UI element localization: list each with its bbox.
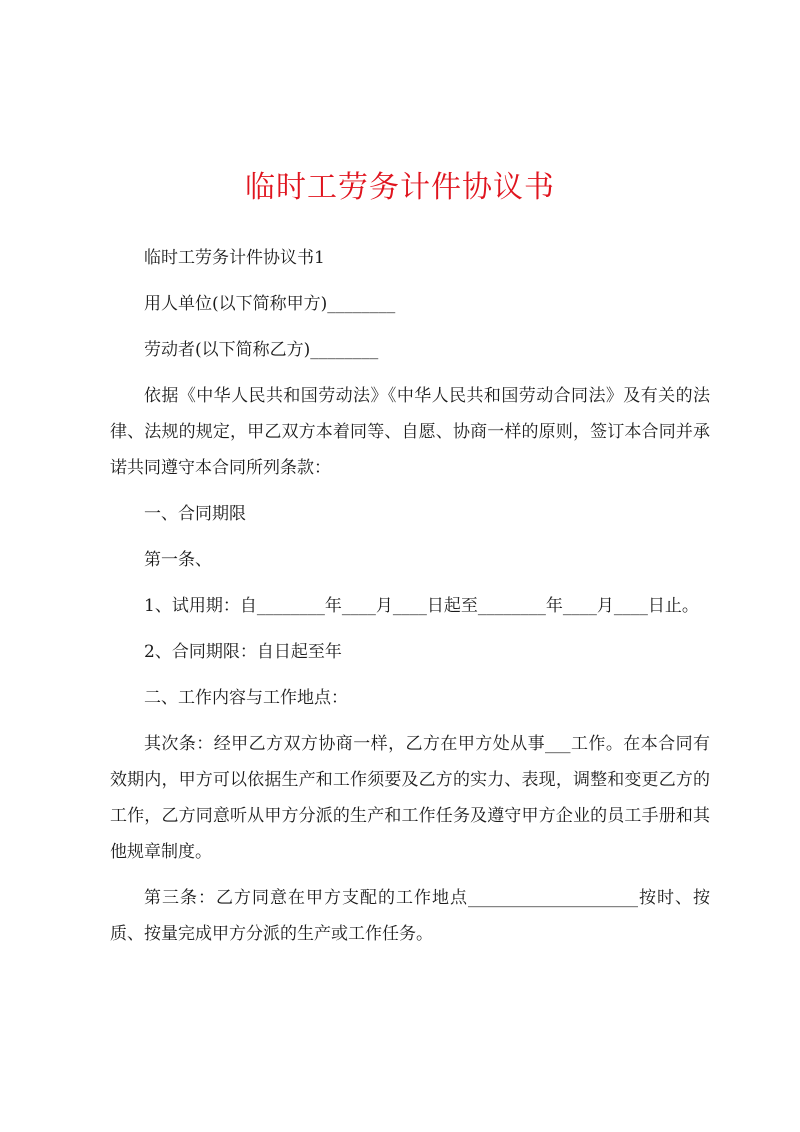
section-contract-term: 一、合同期限: [144, 504, 246, 524]
article-two: 其次条：经甲乙方双方协商一样，乙方在甲方处从事___工作。在本合同有效期内，甲方可以依据生产和工作须要及乙方的实力、表现，调整和变更乙方的工作，乙方同意听从甲方分派的生产和工作任务及遵守甲方企业的员工手册和其他规章制度。: [110, 734, 710, 862]
paragraph-heading: 临时工劳务计件协议书1: [144, 248, 325, 268]
article-three: 第三条：乙方同意在甲方支配的工作地点____________________按时、按质、按量完成甲方分派的生产或工作任务。: [110, 888, 710, 944]
paragraph-preamble: 依据《中华人民共和国劳动法》《中华人民共和国劳动合同法》及有关的法律、法规的规定，甲乙双方本着同等、自愿、协商一样的原则，签订本合同并承诺共同遵守本合同所列条款：: [110, 386, 710, 478]
paragraph-employer: 用人单位(以下简称甲方)________: [144, 294, 396, 314]
section-work-content: 二、工作内容与工作地点：: [144, 688, 348, 708]
document-body: [110, 240, 710, 962]
article-one: 第一条、: [144, 550, 212, 570]
clause-contract-period: 2、合同期限：自日起至年: [144, 642, 342, 662]
document-title: 临时工劳务计件协议书: [245, 170, 555, 205]
paragraph-employee: 劳动者(以下简称乙方)________: [144, 340, 379, 360]
clause-probation: 1、试用期：自________年____月____日起至________年____月____日止。: [144, 596, 699, 616]
